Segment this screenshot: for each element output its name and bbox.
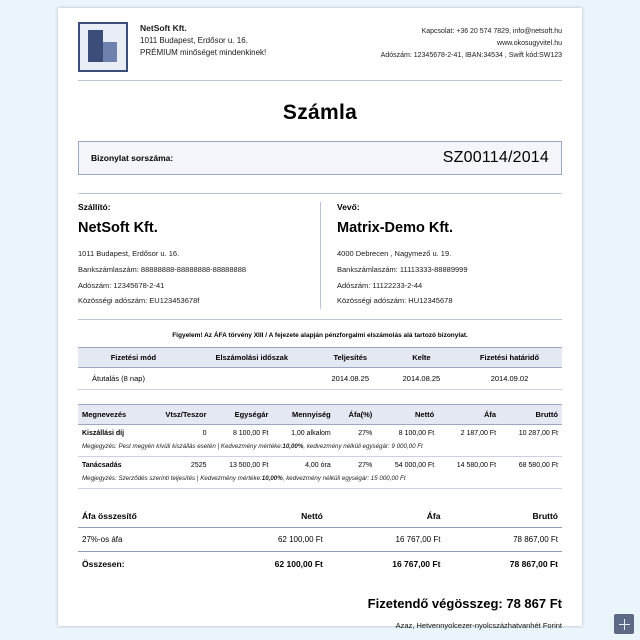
col-vat-percent: Áfa(%) bbox=[335, 405, 377, 425]
col-summary-gross: Bruttó bbox=[444, 507, 562, 528]
note-prefix: Megjegyzés: Szerződés szerinti teljesítés | Kedvezmény mértéke: bbox=[82, 475, 262, 482]
total-vat: 16 767,00 Ft bbox=[392, 559, 441, 569]
cell-quantity: 1,00 alkalom bbox=[291, 430, 331, 437]
serial-number-box bbox=[78, 141, 562, 175]
supplier-bank-account: Bankszámlaszám: 88888888-88888888-88888888 bbox=[78, 264, 247, 274]
serial-number-value: SZ00114/2014 bbox=[442, 149, 549, 166]
line-item-note-row bbox=[78, 442, 562, 457]
cell-settlement-period bbox=[189, 368, 315, 390]
customer-block bbox=[320, 202, 562, 309]
table-row bbox=[78, 425, 562, 443]
supplier-address: 1011 Budapest, Erdősor u. 16. bbox=[78, 249, 180, 258]
col-issue-date: Kelte bbox=[386, 348, 457, 368]
cell-description: Tanácsadás bbox=[82, 462, 122, 469]
total-label: Összesen: bbox=[82, 559, 125, 569]
badge-grid-icon bbox=[619, 619, 630, 630]
cell-net: 54 000,00 Ft bbox=[394, 462, 435, 469]
issuer-company-name: NetSoft Kft. bbox=[140, 23, 187, 33]
note-prefix: Megjegyzés: Pest megyén kívüli kiszállás esetén | Kedvezmény mértéke: bbox=[82, 443, 283, 450]
parties-section bbox=[78, 193, 562, 320]
cell-vat-percent: 27% bbox=[358, 430, 373, 437]
cell-summary-gross: 78 867,00 Ft bbox=[444, 528, 562, 552]
col-payment-method: Fizetési mód bbox=[78, 348, 189, 368]
issuer-contact: Kapcsolat: +36 20 574 7829, info@netsoft.hu bbox=[421, 28, 562, 35]
table-row bbox=[78, 528, 562, 552]
customer-address: 4000 Debrecen , Nagymező u. 19. bbox=[337, 249, 452, 258]
note-suffix: , kedvezmény nélküli egységár: 15 000,00 Ft bbox=[282, 475, 406, 482]
cell-gross: 10 287,00 Ft bbox=[518, 430, 558, 437]
issuer-identity bbox=[140, 22, 381, 59]
table-row bbox=[78, 368, 562, 390]
cell-vat: 14 580,00 Ft bbox=[456, 462, 497, 469]
supplier-block bbox=[78, 202, 320, 309]
cell-payment-method: Átutalás (8 nap) bbox=[78, 368, 189, 390]
col-summary-vat: Áfa bbox=[327, 507, 445, 528]
cell-vat-rate: 27%-os áfa bbox=[78, 528, 209, 552]
note-suffix: , kedvezmény nélküli egységár: 9 000,00 Ft bbox=[303, 443, 423, 450]
customer-bank-account: Bankszámlaszám: 11113333-88889999 bbox=[337, 264, 468, 274]
line-items-table bbox=[78, 404, 562, 489]
supplier-tax-number: Adószám: 12345678-2-41 bbox=[78, 280, 165, 290]
col-due-date: Fizetési határidő bbox=[457, 348, 562, 368]
col-unit-price: Egységár bbox=[211, 405, 273, 425]
customer-eu-tax-number: Közösségi adószám: HU12345678 bbox=[337, 296, 453, 306]
line-item-note-row bbox=[78, 474, 562, 489]
col-vat-summary: Áfa összesítő bbox=[78, 507, 209, 528]
issuer-address: 1011 Budapest, Erdősor u. 16. bbox=[140, 35, 248, 45]
total-net: 62 100,00 Ft bbox=[274, 559, 323, 569]
issuer-website: www.okosugyvitel.hu bbox=[497, 39, 562, 47]
cell-due-date: 2014.09.02 bbox=[457, 368, 562, 390]
cell-summary-net: 62 100,00 Ft bbox=[209, 528, 327, 552]
issuer-tax-line: Adószám: 12345678-2-41, IBAN:34534 , Swift kód:SW123 bbox=[380, 51, 562, 59]
table-header-row bbox=[78, 507, 562, 528]
col-settlement-period: Elszámolási időszak bbox=[189, 348, 315, 368]
cell-issue-date: 2014.08.25 bbox=[386, 368, 457, 390]
note-discount-value: 10,00% bbox=[282, 443, 304, 450]
customer-name: Matrix-Demo Kft. bbox=[337, 220, 454, 236]
table-header-row bbox=[78, 348, 562, 368]
invoice-page bbox=[58, 8, 582, 630]
table-header-row bbox=[78, 405, 562, 425]
cell-vtsz: 0 bbox=[202, 430, 207, 437]
legal-notice: Figyelem! Az ÁFA törvény XIII / A fejezete alapján pénzforgalmi elszámolás alá tartozó bizonylat. bbox=[172, 332, 468, 339]
amount-in-words: Azaz, Hetvennyolcezer-nyolcszázhatvanhét Forint bbox=[395, 621, 562, 630]
cell-fulfillment-date: 2014.08.25 bbox=[315, 368, 386, 390]
netsoft-logo-icon bbox=[78, 22, 128, 72]
cell-quantity: 4,00 óra bbox=[305, 462, 331, 469]
col-summary-net: Nettó bbox=[209, 507, 327, 528]
cell-vat-percent: 27% bbox=[358, 462, 373, 469]
cell-unit-price: 13 500,00 Ft bbox=[229, 462, 269, 469]
line-item-note bbox=[78, 442, 562, 457]
supplier-name: NetSoft Kft. bbox=[78, 220, 158, 236]
cell-gross: 68 580,00 Ft bbox=[518, 462, 558, 469]
app-badge-icon[interactable] bbox=[614, 614, 634, 634]
vat-summary-table bbox=[78, 507, 562, 576]
table-total-row bbox=[78, 552, 562, 577]
cell-vat: 2 187,00 Ft bbox=[460, 430, 497, 437]
serial-number-label: Bizonylat sorszáma: bbox=[91, 153, 174, 163]
customer-tax-number: Adószám: 11122233-2-44 bbox=[337, 280, 423, 290]
cell-summary-vat: 16 767,00 Ft bbox=[327, 528, 445, 552]
supplier-eu-tax-number: Közösségi adószám: EU123453678f bbox=[78, 296, 200, 306]
col-gross: Bruttó bbox=[500, 405, 562, 425]
col-vat: Áfa bbox=[438, 405, 500, 425]
col-fulfillment-date: Teljesítés bbox=[315, 348, 386, 368]
document-header bbox=[78, 22, 562, 81]
col-vtsz: Vtsz/Teszor bbox=[146, 405, 210, 425]
col-description: Megnevezés bbox=[78, 405, 146, 425]
cell-unit-price: 8 100,00 Ft bbox=[232, 430, 269, 437]
issuer-slogan: PRÉMIUM minőséget mindenkinek! bbox=[140, 47, 267, 57]
col-quantity: Mennyiség bbox=[272, 405, 334, 425]
customer-role-label: Vevő: bbox=[337, 202, 360, 212]
cell-vtsz: 2525 bbox=[190, 462, 207, 469]
supplier-role-label: Szállító: bbox=[78, 202, 111, 212]
cell-net: 8 100,00 Ft bbox=[398, 430, 435, 437]
col-net: Nettó bbox=[376, 405, 438, 425]
total-gross: 78 867,00 Ft bbox=[509, 559, 558, 569]
line-item-note bbox=[78, 474, 562, 489]
table-row bbox=[78, 457, 562, 475]
cell-description: Kiszállási díj bbox=[82, 430, 125, 437]
grand-total: Fizetendő végösszeg: 78 867 Ft bbox=[367, 596, 562, 611]
payment-terms-table bbox=[78, 347, 562, 390]
page-title: Számla bbox=[282, 101, 358, 124]
issuer-contact-block bbox=[381, 22, 562, 62]
note-discount-value: 10,00% bbox=[261, 475, 283, 482]
